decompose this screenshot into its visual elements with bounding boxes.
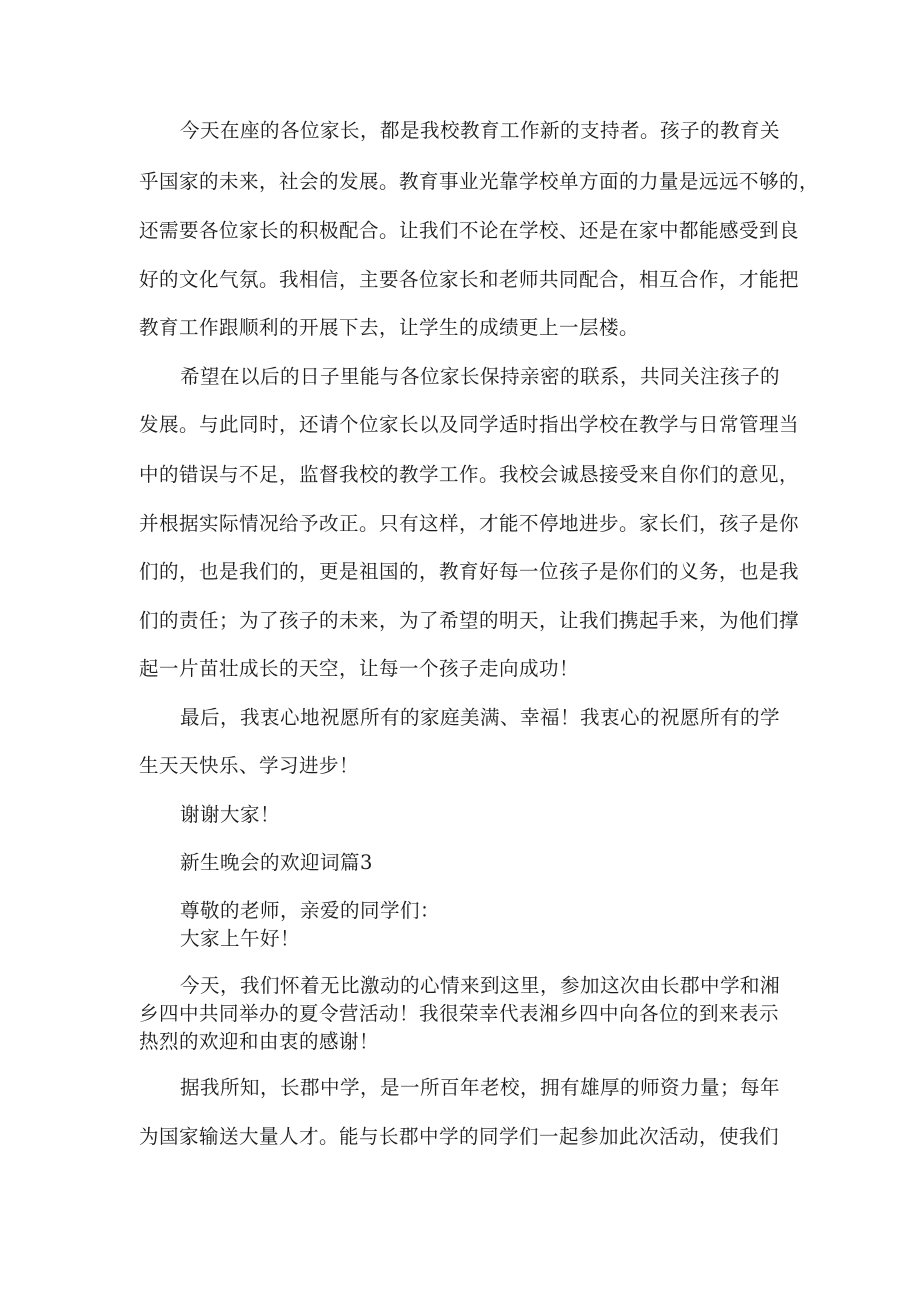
closing-thanks: 谢谢大家！ [180, 803, 281, 826]
greeting-line-1: 尊敬的老师，亲爱的同学们： [180, 899, 441, 922]
paragraph-2-line-7: 起一片苗壮成长的天空，让每一个孩子走向成功！ [139, 657, 580, 680]
paragraph-1-line-5: 教育工作跟顺利的开展下去，让学生的成绩更上一层楼。 [139, 316, 640, 339]
paragraph-1-line-2: 乎国家的未来，社会的发展。教育事业光靠学校单方面的力量是远远不够的， [139, 170, 820, 193]
paragraph-2-line-3: 中的错误与不足，监督我校的教学工作。我校会诚恳接受来自你们的意见， [139, 463, 800, 486]
paragraph-7-line-2: 乡四中共同举办的夏令营活动！我很荣幸代表湘乡四中向各位的到来表示 [139, 1002, 780, 1025]
paragraph-8-line-2: 为国家输送大量人才。能与长郡中学的同学们一起参加此次活动，使我们 [139, 1125, 780, 1148]
paragraph-3-line-2: 生天天快乐、学习进步！ [139, 754, 360, 777]
paragraph-2-line-5: 们的，也是我们的，更是祖国的，教育好每一位孩子是你们的义务，也是我 [139, 560, 800, 583]
paragraph-7-line-1: 今天，我们怀着无比激动的心情来到这里，参加这次由长郡中学和湘 [180, 974, 781, 997]
paragraph-2-line-1: 希望在以后的日子里能与各位家长保持亲密的联系，共同关注孩子的 [180, 365, 781, 388]
paragraph-8-line-1: 据我所知，长郡中学，是一所百年老校，拥有雄厚的师资力量；每年 [180, 1076, 781, 1099]
paragraph-1-line-4: 好的文化气氛。我相信，主要各位家长和老师共同配合，相互合作，才能把 [139, 268, 800, 291]
greeting-line-2: 大家上午好！ [180, 927, 301, 950]
paragraph-3-line-1: 最后，我衷心地祝愿所有的家庭美满、幸福！我衷心的祝愿所有的学 [180, 706, 781, 729]
paragraph-2-line-4: 并根据实际情况给予改正。只有这样，才能不停地进步。家长们，孩子是你 [139, 512, 800, 535]
paragraph-2-line-6: 们的责任；为了孩子的未来，为了希望的明天，让我们携起手来，为他们撑 [139, 609, 800, 632]
paragraph-7-line-3: 热烈的欢迎和由衷的感谢！ [139, 1030, 380, 1053]
paragraph-1-line-3: 还需要各位家长的积极配合。让我们不论在学校、还是在家中都能感受到良 [139, 219, 800, 242]
paragraph-1-line-1: 今天在座的各位家长，都是我校教育工作新的支持者。孩子的教育关 [180, 119, 781, 142]
section-heading: 新生晚会的欢迎词篇3 [180, 851, 373, 874]
paragraph-2-line-2: 发展。与此同时，还请个位家长以及同学适时指出学校在教学与日常管理当 [139, 413, 800, 436]
